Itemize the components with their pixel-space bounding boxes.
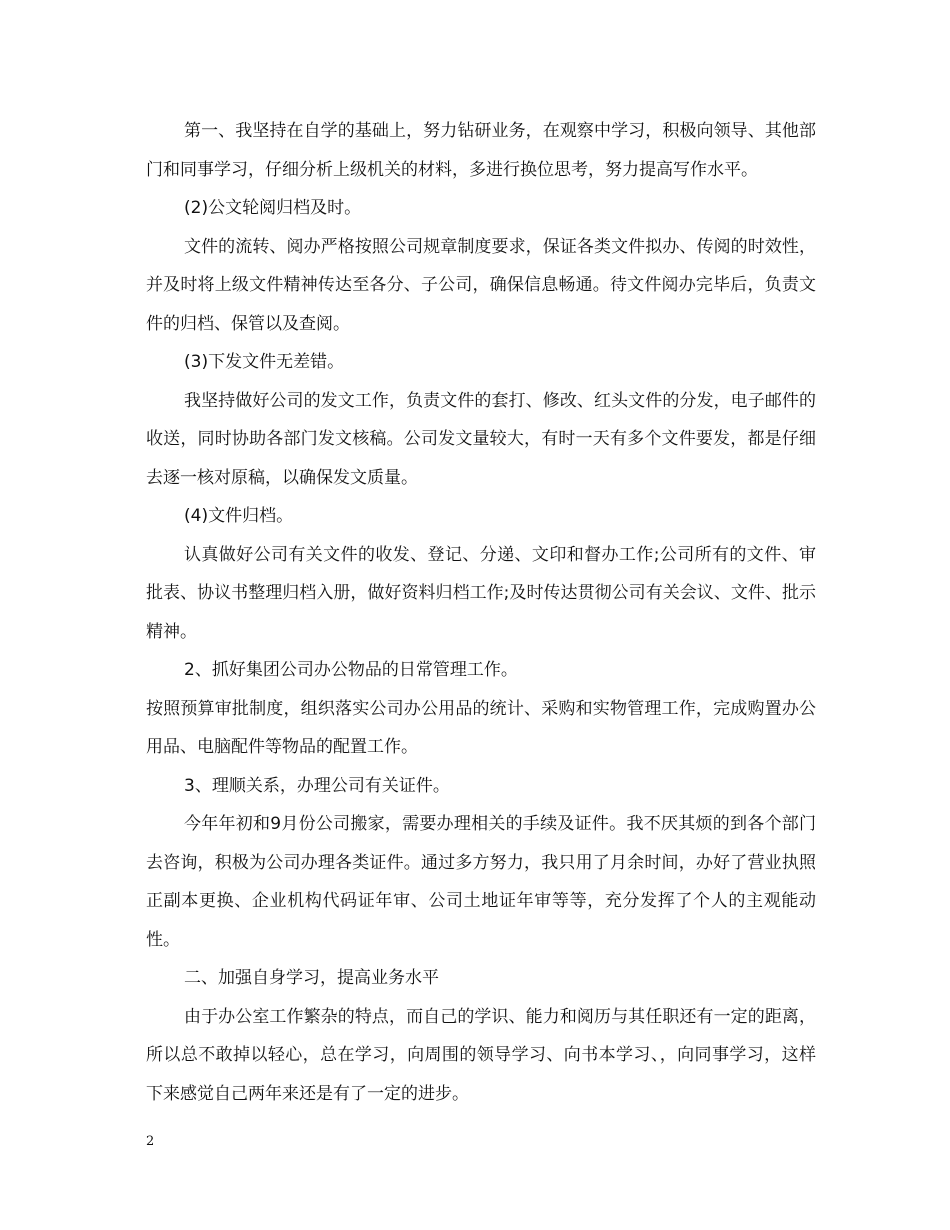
paragraph-study-approach: 第一、我坚持在自学的基础上，努力钻研业务，在观察中学习，积极向领导、其他部门和同事学习，仔细分析上级机关的材料，多进行换位思考，努力提高写作水平。 [146, 121, 816, 180]
heading-certificates: 3、理顺关系，办理公司有关证件。 [184, 775, 450, 796]
heading-self-study: 二、加强自身学习，提高业务水平 [184, 968, 439, 988]
paragraph-self-study: 由于办公室工作繁杂的特点，而自己的学识、能力和阅历与其任职还有一定的距离，所以总不敢掉以轻心，总在学习，向周围的领导学习、向书本学习、，向同事学习，这样下来感觉自己两年来还是有了一定的进步。 [146, 1006, 816, 1104]
page-number: 2 [146, 1134, 155, 1149]
heading-document-dispatch: (3)下发文件无差错。 [184, 352, 345, 372]
paragraph-document-archiving: 认真做好公司有关文件的收发、登记、分递、文印和督办工作;公司所有的文件、审批表、协议书整理归档入册，做好资料归档工作;及时传达贯彻公司有关会议、文件、批示精神。 [146, 544, 816, 642]
paragraph-certificates: 今年年初和9月份公司搬家，需要办理相关的手续及证件。我不厌其烦的到各个部门去咨询，积极为公司办理各类证件。通过多方努力，我只用了月余时间，办好了营业执照正副本更换、企业机构代码证年审、公司土地证年审等等，充分发挥了个人的主观能动性。 [146, 814, 816, 950]
heading-document-circulation: (2)公文轮阅归档及时。 [184, 198, 362, 218]
paragraph-office-supplies: 按照预算审批制度，组织落实公司办公用品的统计、采购和实物管理工作，完成购置办公用品、电脑配件等物品的配置工作。 [146, 698, 816, 757]
paragraph-document-circulation: 文件的流转、阅办严格按照公司规章制度要求，保证各类文件拟办、传阅的时效性，并及时将上级文件精神传达至各分、子公司，确保信息畅通。待文件阅办完毕后，负责文件的归档、保管以及查阅。 [146, 236, 816, 334]
paragraph-document-dispatch: 我坚持做好公司的发文工作，负责文件的套打、修改、红头文件的分发，电子邮件的收送，同时协助各部门发文核稿。公司发文量较大，有时一天有多个文件要发，都是仔细去逐一核对原稿，以确保发文质量。 [146, 390, 816, 488]
heading-document-archiving: (4)文件归档。 [184, 506, 294, 526]
document-body [146, 112, 816, 1113]
heading-office-supplies: 2、抓好集团公司办公物品的日常管理工作。 [184, 660, 518, 680]
